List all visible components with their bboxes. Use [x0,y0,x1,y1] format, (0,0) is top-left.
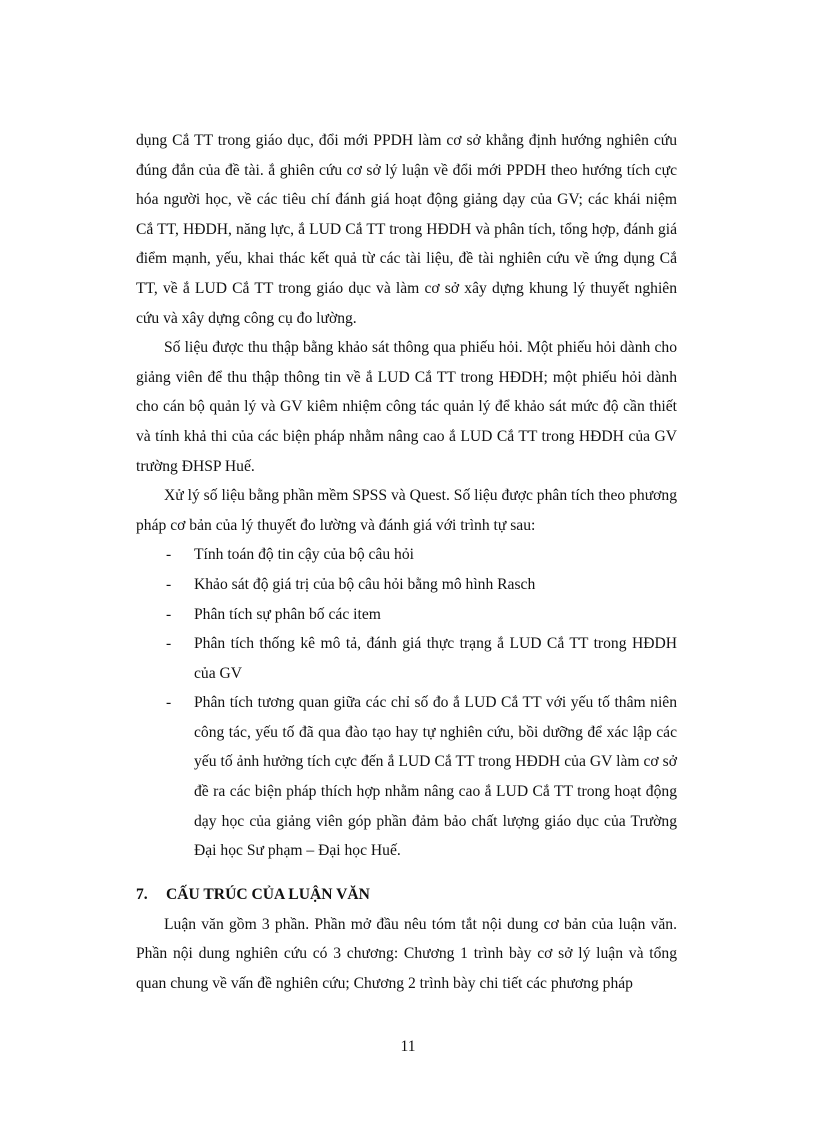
list-dash: - [166,575,172,593]
list-dash: - [166,605,172,623]
list-item [136,629,677,688]
list-dash: - [166,635,172,653]
analysis-steps-list [136,540,677,866]
paragraph-data-collection: Số liệu được thu thập bằng khảo sát thông qua phiếu hỏi. Một phiếu hỏi dành cho giảng viên để thu thập thông tin về ắ LUD Cắ TT trong HĐDH; một phiếu hỏi dành cho cán bộ quản lý và GV kiêm nhiệm công tác quản lý để khảo sát mức độ cần thiết và tính khả thi của các biện pháp nhằm nâng cao ắ LUD Cắ TT trong HĐDH của GV trường ĐHSP Huế. [136,339,677,475]
list-item [136,688,677,866]
section-heading [136,880,677,910]
list-item-text: Khảo sát độ giá trị của bộ câu hỏi bằng mô hình Rasch [194,575,536,593]
list-dash: - [166,546,172,564]
paragraph-methods-intro: dụng Cắ TT trong giáo dục, đổi mới PPDH làm cơ sở khẳng định hướng nghiên cứu đúng đắn của đề tài. ắ ghiên cứu cơ sở lý luận về đổi mới PPDH theo hướng tích cực hóa người học, về các tiêu chí đánh giá hoạt động giảng dạy của GV; các khái niệm Cắ TT, HĐDH, năng lực, ắ LUD Cắ TT trong HĐDH và phân tích, tổng hợp, đánh giá điểm mạnh, yếu, khai thác kết quả từ các tài liệu, đề tài nghiên cứu về ứng dụng Cắ TT, về ắ LUD Cắ TT trong giáo dục và làm cơ sở xây dựng khung lý thuyết nghiên cứu và xây dựng công cụ đo lường. [136,132,677,327]
section-number: 7. [136,885,148,903]
paragraph-structure: Luận văn gồm 3 phần. Phần mở đầu nêu tóm tắt nội dung cơ bản của luận văn. Phần nội dung nghiên cứu có 3 chương: Chương 1 trình bày cơ sở lý luận và tổng quan chung về vấn đề nghiên cứu; Chương 2 trình bày chi tiết các phương pháp [136,915,677,993]
list-item [136,570,677,600]
section-title: CẤU TRÚC CỦA LUẬN VĂN [166,885,370,903]
list-item [136,540,677,570]
list-item-text: Phân tích tương quan giữa các chỉ số đo ắ LUD Cắ TT với yếu tố thâm niên công tác, yếu tố đã qua đào tạo hay tự nghiên cứu, bồi dưỡng để xác lập các yếu tố ảnh hưởng tích cực đến ắ LUD Cắ TT trong HĐDH của GV làm cơ sở đề ra các biện pháp thích hợp nhằm nâng cao ắ LUD Cắ TT trong hoạt động dạy học của giảng viên góp phần đảm bảo chất lượng giáo dục của Trường Đại học Sư phạm – Đại học Huế. [194,694,677,860]
list-item-text: Phân tích thống kê mô tả, đánh giá thực trạng ắ LUD Cắ TT trong HĐDH của GV [194,635,677,682]
list-dash: - [166,694,172,712]
paragraph-data-processing: Xử lý số liệu bằng phần mềm SPSS và Quest. Số liệu được phân tích theo phương pháp cơ bản của lý thuyết đo lường và đánh giá với trình tự sau: [136,487,677,534]
list-item [136,600,677,630]
list-item-text: Tính toán độ tin cậy của bộ câu hỏi [194,546,414,564]
page-number: 11 [400,1038,416,1055]
list-item-text: Phân tích sự phân bố các item [194,605,381,623]
page-body [136,126,677,999]
